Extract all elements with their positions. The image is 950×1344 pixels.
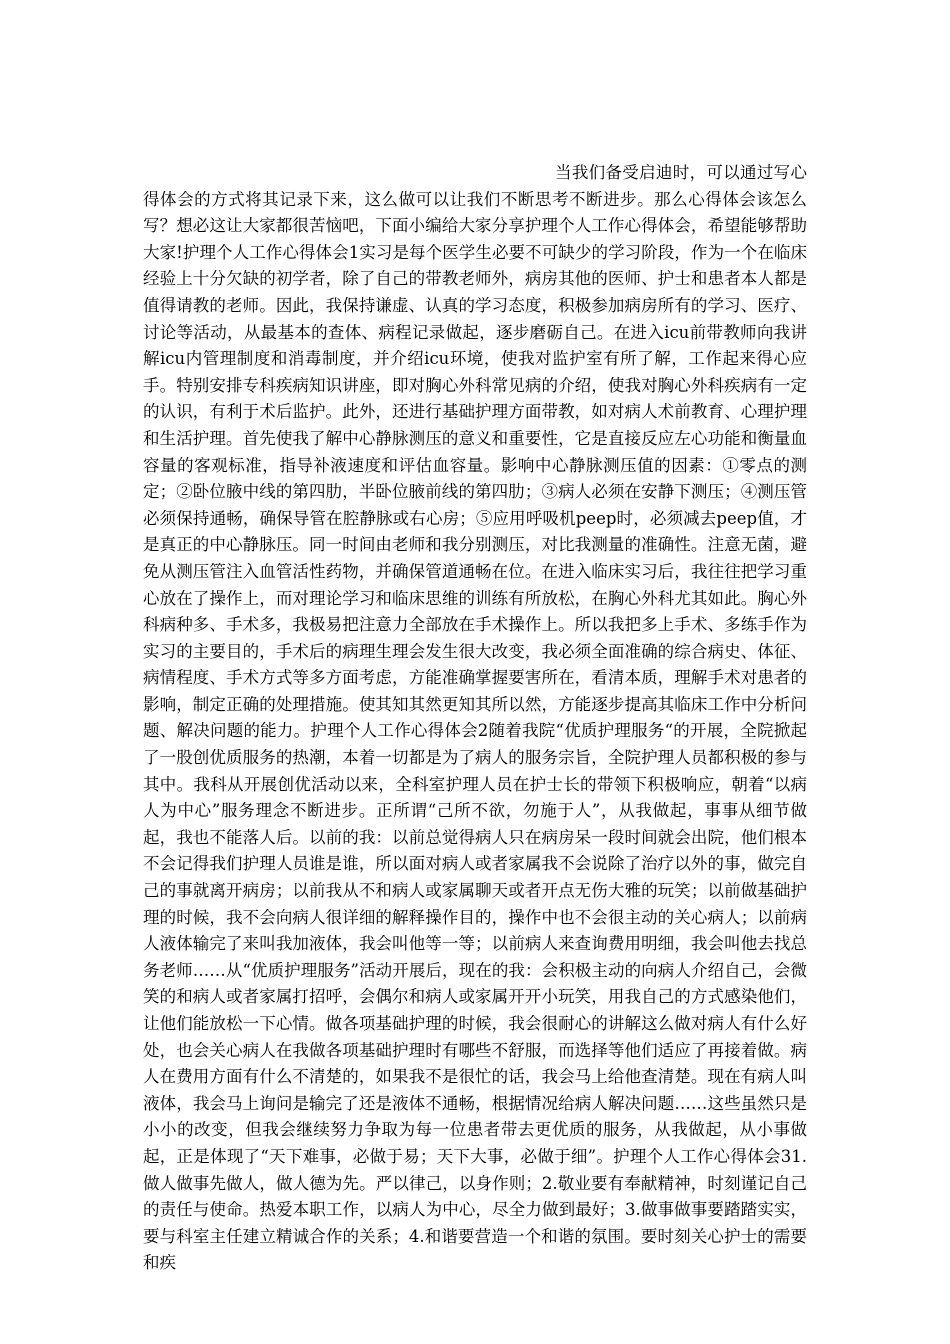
document-body-text: 当我们备受启迪时，可以通过写心得体会的方式将其记录下来，这么做可以让我们不断思考不断进步。那么心得体会该怎么写？想必这让大家都很苦恼吧，下面小编给大家分享护理个人工作心得体会，希望能够帮助大家!护理个人工作心得体会1实习是每个医学生必要不可缺少的学习阶段，作为一个在临床经验上十分欠缺的初学者，除了自己的带教老师外，病房其他的医师、护士和患者本人都是值得请教的老师。因此，我保持谦虚、认真的学习态度，积极参加病房所有的学习、医疗、讨论等活动，从最基本的查体、病程记录做起，逐步磨砺自己。在进入icu前带教师向我讲解icu内管理制度和消毒制度，并介绍icu环境，使我对监护室有所了解，工作起来得心应手。特别安排专科疾病知识讲座，即对胸心外科常见病的介绍，使我对胸心外科疾病有一定的认识，有利于术后监护。此外，还进行基础护理方面带教，如对病人术前教育、心理护理和生活护理。首先使我了解中心静脉测压的意义和重要性，它是直接反应左心功能和衡量血容量的客观标准，指导补液速度和评估血容量。影响中心静脉测压值的因素：①零点的测定；②卧位腋中线的第四肋，半卧位腋前线的第四肋；③病人必须在安静下测压；④测压管必须保持通畅，确保导管在腔静脉或右心房；⑤应用呼吸机peep时，必须减去peep值，才是真正的中心静脉压。同一时间由老师和我分别测压，对比我测量的准确性。注意无菌，避免从测压管注入血管活性药物，并确保管道通畅在位。在进入临床实习后，我往往把学习重心放在了操作上，而对理论学习和临床思维的训练有所放松，在胸心外科尤其如此。胸心外科病种多、手术多，我极易把注意力全部放在手术操作上。所以我把多上手术、多练手作为实习的主要目的，手术后的病理生理会发生很大改变，我必须全面准确的综合病史、体征、病情程度、手术方式等多方面考虑，方能准确掌握要害所在，看清本质，理解手术对患者的影响，制定正确的处理措施。使其知其然更知其所以然，方能逐步提高其临床工作中分析问题、解决问题的能力。护理个人工作心得体会2随着我院“优质护理服务“的开展，全院掀起了一股创优质服务的热潮，本着一切都是为了病人的服务宗旨，全院护理人员都积极的参与其中。我科从开展创优活动以来，全科室护理人员在护士长的带领下积极响应，朝着“以病人为中心”服务理念不断进步。正所谓“己所不欲，勿施于人”，从我做起，事事从细节做起，我也不能落人后。以前的我：以前总觉得病人只在病房呆一段时间就会出院，他们根本不会记得我们护理人员谁是谁，所以面对病人或者家属我不会说除了治疗以外的事，做完自己的事就离开病房；以前我从不和病人或家属聊天或者开点无伤大雅的玩笑；以前做基础护理的时候，我不会向病人很详细的解释操作目的，操作中也不会很主动的关心病人；以前病人液体输完了来叫我加液体，我会叫他等一等；以前病人来查询费用明细，我会叫他去找总务老师……从“优质护理服务”活动开展后，现在的我：会积极主动的向病人介绍自己，会微笑的和病人或者家属打招呼，会偶尔和病人或家属开开小玩笑，用我自己的方式感染他们，让他们能放松一下心情。做各项基础护理的时候，我会很耐心的讲解这么做对病人有什么好处，也会关心病人在我做各项基础护理时有哪些不舒服，而选择等他们适应了再接着做。病人在费用方面有什么不清楚的，如果我不是很忙的话，我会马上给他查清楚。现在有病人叫液体，我会马上询问是输完了还是液体不通畅，根据情况给病人解决问题……这些虽然只是小小的改变，但我会继续努力争取为每一位患者带去更优质的服务，从我做起，从小事做起，正是体现了“天下难事，必做于易；天下大事，必做于细”。护理个人工作心得体会31.做人做事先做人，做人德为先。严以律己，以身作则；2.敬业要有奉献精神，时刻谨记自己的责任与使命。热爱本职工作，以病人为中心，尽全力做到最好；3.做事做事要踏踏实实，要与科室主任建立精诚合作的关系；4.和谐要营造一个和谐的氛围。要时刻关心护士的需要和疾	[143, 163, 807, 1273]
